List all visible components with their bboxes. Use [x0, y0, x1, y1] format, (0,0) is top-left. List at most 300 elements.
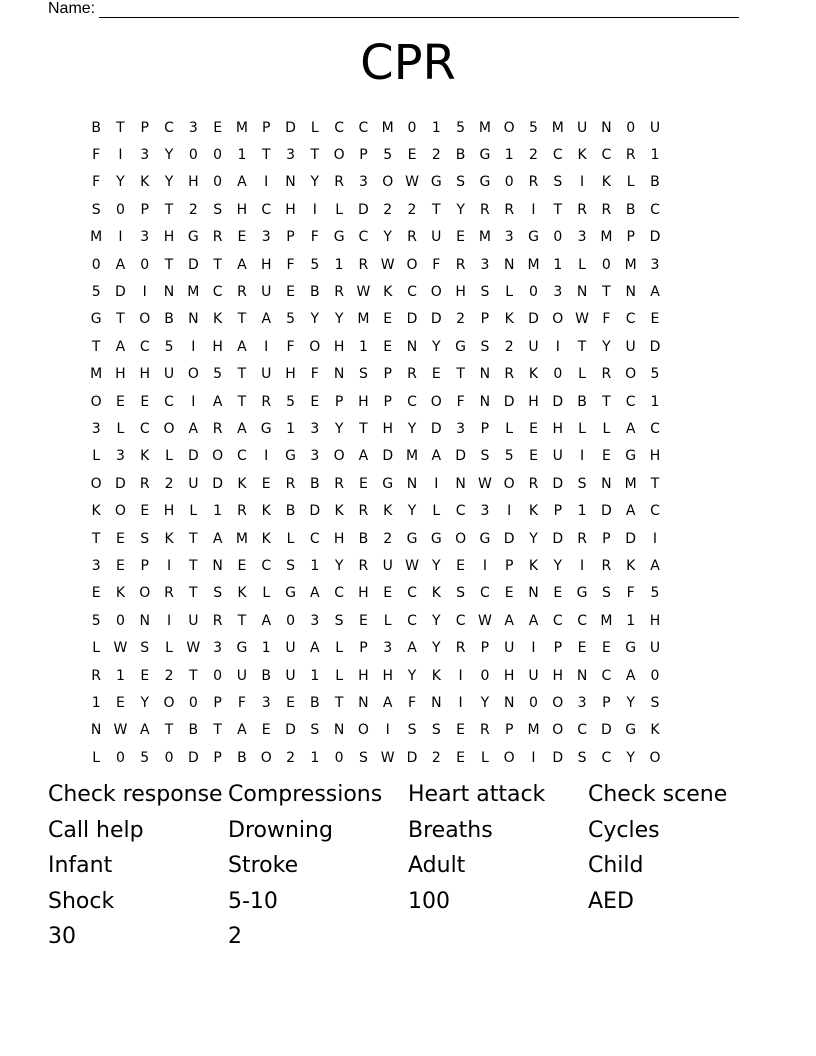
- grid-letter[interactable]: E: [504, 585, 514, 602]
- grid-letter[interactable]: E: [407, 147, 417, 164]
- grid-letter[interactable]: D: [115, 284, 126, 301]
- grid-letter[interactable]: K: [431, 667, 441, 684]
- grid-letter[interactable]: 0: [213, 147, 223, 164]
- grid-letter[interactable]: C: [261, 557, 272, 574]
- grid-letter[interactable]: 3: [310, 612, 320, 629]
- grid-letter[interactable]: R: [91, 667, 102, 684]
- grid-letter[interactable]: C: [650, 201, 660, 218]
- grid-letter[interactable]: I: [264, 338, 269, 355]
- grid-letter[interactable]: G: [625, 448, 637, 465]
- grid-letter[interactable]: E: [358, 612, 368, 629]
- grid-letter[interactable]: I: [555, 338, 560, 355]
- grid-letter[interactable]: M: [527, 256, 540, 273]
- grid-letter[interactable]: P: [140, 119, 149, 136]
- grid-letter[interactable]: E: [310, 393, 320, 410]
- grid-letter[interactable]: O: [90, 475, 102, 492]
- grid-letter[interactable]: S: [577, 749, 587, 766]
- grid-letter[interactable]: A: [310, 585, 320, 602]
- grid-letter[interactable]: G: [479, 147, 491, 164]
- grid-letter[interactable]: H: [333, 338, 345, 355]
- grid-letter[interactable]: T: [602, 284, 611, 301]
- grid-letter[interactable]: R: [358, 503, 369, 520]
- grid-letter[interactable]: T: [237, 366, 247, 383]
- grid-letter[interactable]: I: [482, 557, 487, 574]
- grid-letter[interactable]: U: [285, 667, 296, 684]
- grid-letter[interactable]: U: [649, 119, 661, 136]
- grid-letter[interactable]: D: [430, 420, 442, 437]
- grid-letter[interactable]: E: [261, 722, 271, 739]
- grid-letter[interactable]: 0: [553, 229, 563, 246]
- grid-letter[interactable]: G: [430, 530, 442, 547]
- grid-letter[interactable]: S: [480, 338, 490, 355]
- grid-letter[interactable]: C: [601, 749, 612, 766]
- grid-letter[interactable]: H: [285, 366, 296, 383]
- grid-letter[interactable]: E: [529, 420, 538, 437]
- grid-letter[interactable]: 2: [529, 147, 538, 164]
- grid-letter[interactable]: D: [285, 722, 296, 739]
- grid-letter[interactable]: G: [187, 229, 199, 246]
- grid-letter[interactable]: T: [602, 393, 611, 410]
- grid-letter[interactable]: U: [188, 612, 199, 629]
- grid-letter[interactable]: Y: [407, 503, 417, 520]
- grid-letter[interactable]: Y: [334, 311, 344, 328]
- grid-letter[interactable]: K: [261, 530, 271, 547]
- grid-letter[interactable]: 3: [577, 229, 587, 246]
- grid-letter[interactable]: A: [625, 503, 636, 520]
- grid-letter[interactable]: K: [334, 503, 344, 520]
- grid-letter[interactable]: E: [140, 393, 150, 410]
- grid-letter[interactable]: O: [552, 694, 564, 711]
- grid-letter[interactable]: 2: [383, 530, 393, 547]
- grid-letter[interactable]: O: [212, 448, 224, 465]
- name-write-line[interactable]: [99, 3, 739, 18]
- grid-letter[interactable]: E: [456, 557, 466, 574]
- grid-letter[interactable]: E: [650, 311, 660, 328]
- grid-letter[interactable]: A: [115, 256, 126, 273]
- grid-letter[interactable]: D: [212, 475, 224, 492]
- grid-letter[interactable]: C: [601, 667, 612, 684]
- grid-letter[interactable]: H: [188, 174, 199, 191]
- grid-letter[interactable]: 0: [213, 174, 223, 191]
- grid-letter[interactable]: I: [191, 393, 196, 410]
- grid-letter[interactable]: I: [118, 147, 123, 164]
- grid-letter[interactable]: C: [407, 284, 417, 301]
- grid-letter[interactable]: 3: [383, 640, 393, 657]
- grid-letter[interactable]: C: [407, 393, 417, 410]
- grid-letter[interactable]: I: [191, 338, 196, 355]
- grid-letter[interactable]: S: [480, 448, 490, 465]
- grid-letter[interactable]: 0: [407, 119, 417, 136]
- grid-letter[interactable]: E: [529, 448, 538, 465]
- grid-letter[interactable]: 3: [140, 229, 150, 246]
- grid-letter[interactable]: I: [531, 201, 536, 218]
- grid-letter[interactable]: B: [310, 475, 320, 492]
- grid-letter[interactable]: C: [455, 612, 466, 629]
- grid-letter[interactable]: L: [578, 366, 586, 383]
- grid-letter[interactable]: A: [212, 530, 223, 547]
- grid-letter[interactable]: E: [577, 640, 587, 657]
- grid-letter[interactable]: U: [236, 667, 248, 684]
- grid-letter[interactable]: C: [577, 722, 587, 739]
- grid-letter[interactable]: R: [455, 640, 466, 657]
- grid-letter[interactable]: I: [580, 174, 585, 191]
- grid-letter[interactable]: M: [357, 311, 370, 328]
- grid-letter[interactable]: F: [237, 694, 246, 711]
- grid-letter[interactable]: E: [140, 503, 150, 520]
- grid-letter[interactable]: L: [432, 503, 441, 520]
- grid-letter[interactable]: E: [358, 475, 368, 492]
- grid-letter[interactable]: S: [407, 722, 417, 739]
- grid-letter[interactable]: Y: [432, 612, 441, 629]
- grid-letter[interactable]: A: [237, 338, 247, 355]
- grid-letter[interactable]: 0: [213, 667, 223, 684]
- grid-letter[interactable]: A: [237, 174, 247, 191]
- grid-letter[interactable]: 2: [456, 311, 466, 328]
- grid-letter[interactable]: T: [553, 201, 563, 218]
- grid-letter[interactable]: A: [528, 612, 539, 629]
- grid-letter[interactable]: Y: [310, 311, 320, 328]
- grid-letter[interactable]: A: [431, 448, 442, 465]
- grid-letter[interactable]: R: [504, 366, 515, 383]
- grid-letter[interactable]: R: [237, 284, 247, 301]
- grid-letter[interactable]: U: [431, 229, 442, 246]
- grid-letter[interactable]: R: [601, 557, 612, 574]
- grid-letter[interactable]: G: [90, 311, 102, 328]
- grid-letter[interactable]: 1: [431, 119, 441, 136]
- grid-letter[interactable]: M: [235, 119, 248, 136]
- grid-letter[interactable]: K: [261, 503, 271, 520]
- grid-letter[interactable]: M: [478, 119, 491, 136]
- grid-letter[interactable]: C: [407, 612, 417, 629]
- grid-letter[interactable]: I: [531, 749, 536, 766]
- grid-letter[interactable]: Y: [626, 749, 635, 766]
- grid-letter[interactable]: D: [406, 311, 418, 328]
- grid-letter[interactable]: I: [531, 640, 536, 657]
- grid-letter[interactable]: N: [455, 475, 466, 492]
- grid-letter[interactable]: D: [600, 503, 612, 520]
- grid-letter[interactable]: E: [116, 557, 125, 574]
- grid-letter[interactable]: S: [480, 284, 490, 301]
- grid-letter[interactable]: U: [552, 448, 563, 465]
- grid-letter[interactable]: L: [310, 119, 319, 136]
- grid-letter[interactable]: H: [649, 448, 661, 465]
- grid-letter[interactable]: O: [625, 366, 637, 383]
- grid-letter[interactable]: I: [580, 448, 585, 465]
- grid-letter[interactable]: D: [406, 749, 418, 766]
- grid-letter[interactable]: L: [92, 640, 101, 657]
- grid-letter[interactable]: 3: [91, 420, 101, 437]
- grid-letter[interactable]: 5: [91, 284, 101, 301]
- grid-letter[interactable]: R: [455, 256, 466, 273]
- grid-letter[interactable]: E: [237, 229, 247, 246]
- grid-letter[interactable]: K: [431, 585, 441, 602]
- grid-letter[interactable]: N: [406, 338, 418, 355]
- grid-letter[interactable]: C: [139, 420, 150, 437]
- grid-letter[interactable]: K: [140, 174, 150, 191]
- grid-letter[interactable]: U: [163, 366, 175, 383]
- grid-letter[interactable]: T: [164, 722, 174, 739]
- grid-letter[interactable]: R: [334, 284, 344, 301]
- grid-letter[interactable]: I: [652, 530, 658, 547]
- grid-letter[interactable]: 1: [310, 667, 320, 684]
- grid-letter[interactable]: I: [118, 229, 123, 246]
- grid-letter[interactable]: W: [356, 284, 371, 301]
- grid-letter[interactable]: 5: [164, 338, 174, 355]
- grid-letter[interactable]: R: [212, 420, 223, 437]
- grid-letter[interactable]: 5: [140, 749, 150, 766]
- grid-letter[interactable]: K: [528, 557, 539, 574]
- grid-letter[interactable]: R: [212, 612, 223, 629]
- grid-letter[interactable]: T: [334, 694, 344, 711]
- grid-letter[interactable]: L: [116, 420, 125, 437]
- grid-letter[interactable]: A: [504, 612, 514, 629]
- grid-letter[interactable]: R: [164, 585, 174, 602]
- grid-letter[interactable]: B: [625, 201, 636, 218]
- grid-letter[interactable]: I: [312, 201, 317, 218]
- grid-letter[interactable]: 0: [601, 256, 611, 273]
- grid-letter[interactable]: Y: [553, 557, 563, 574]
- grid-letter[interactable]: M: [624, 256, 637, 273]
- grid-letter[interactable]: N: [285, 174, 296, 191]
- grid-letter[interactable]: O: [114, 503, 126, 520]
- grid-letter[interactable]: N: [406, 475, 418, 492]
- grid-letter[interactable]: R: [480, 201, 490, 218]
- grid-letter[interactable]: S: [553, 174, 563, 191]
- grid-letter[interactable]: S: [431, 722, 441, 739]
- grid-letter[interactable]: 2: [431, 147, 441, 164]
- grid-letter[interactable]: U: [649, 640, 661, 657]
- grid-letter[interactable]: S: [601, 585, 611, 602]
- grid-letter[interactable]: C: [164, 119, 174, 136]
- grid-letter[interactable]: U: [261, 366, 272, 383]
- grid-letter[interactable]: A: [237, 420, 247, 437]
- grid-letter[interactable]: S: [650, 694, 660, 711]
- grid-letter[interactable]: H: [455, 284, 466, 301]
- grid-letter[interactable]: O: [455, 530, 467, 547]
- grid-letter[interactable]: C: [334, 119, 344, 136]
- grid-letter[interactable]: U: [285, 640, 296, 657]
- grid-letter[interactable]: K: [237, 585, 247, 602]
- grid-letter[interactable]: 3: [650, 256, 660, 273]
- grid-letter[interactable]: C: [139, 338, 150, 355]
- grid-letter[interactable]: Y: [334, 557, 344, 574]
- grid-letter[interactable]: 1: [504, 147, 514, 164]
- grid-letter[interactable]: K: [577, 147, 587, 164]
- grid-letter[interactable]: O: [503, 475, 515, 492]
- grid-letter[interactable]: N: [431, 694, 442, 711]
- grid-letter[interactable]: U: [261, 284, 272, 301]
- grid-letter[interactable]: 2: [407, 201, 417, 218]
- grid-letter[interactable]: K: [213, 311, 223, 328]
- grid-letter[interactable]: 1: [334, 256, 344, 273]
- grid-letter[interactable]: D: [552, 475, 564, 492]
- grid-letter[interactable]: P: [504, 557, 514, 574]
- grid-letter[interactable]: R: [358, 557, 369, 574]
- grid-letter[interactable]: A: [261, 311, 272, 328]
- grid-letter[interactable]: D: [503, 393, 515, 410]
- grid-letter[interactable]: P: [626, 229, 635, 246]
- grid-letter[interactable]: 0: [553, 366, 563, 383]
- grid-letter[interactable]: K: [140, 448, 150, 465]
- grid-letter[interactable]: D: [430, 311, 442, 328]
- grid-letter[interactable]: U: [188, 475, 199, 492]
- grid-letter[interactable]: E: [601, 448, 611, 465]
- grid-letter[interactable]: Y: [432, 640, 441, 657]
- grid-letter[interactable]: P: [140, 557, 149, 574]
- grid-letter[interactable]: O: [406, 256, 418, 273]
- grid-letter[interactable]: G: [236, 640, 248, 657]
- grid-letter[interactable]: S: [358, 366, 368, 383]
- grid-letter[interactable]: T: [116, 119, 125, 136]
- grid-letter[interactable]: O: [139, 585, 151, 602]
- grid-letter[interactable]: G: [382, 475, 394, 492]
- grid-letter[interactable]: F: [407, 694, 417, 711]
- grid-letter[interactable]: O: [163, 694, 175, 711]
- grid-letter[interactable]: E: [213, 119, 223, 136]
- grid-letter[interactable]: R: [504, 201, 515, 218]
- grid-letter[interactable]: E: [553, 585, 563, 602]
- grid-letter[interactable]: 3: [310, 448, 320, 465]
- grid-letter[interactable]: R: [528, 174, 539, 191]
- grid-letter[interactable]: N: [139, 612, 150, 629]
- grid-letter[interactable]: E: [140, 667, 150, 684]
- grid-letter[interactable]: L: [335, 667, 344, 684]
- grid-letter[interactable]: T: [237, 612, 247, 629]
- grid-letter[interactable]: 2: [164, 475, 174, 492]
- grid-letter[interactable]: R: [212, 229, 223, 246]
- grid-letter[interactable]: 2: [286, 749, 295, 766]
- grid-letter[interactable]: A: [237, 722, 247, 739]
- grid-letter[interactable]: 1: [626, 612, 636, 629]
- grid-letter[interactable]: O: [187, 366, 199, 383]
- grid-letter[interactable]: D: [600, 722, 612, 739]
- grid-letter[interactable]: 0: [626, 119, 636, 136]
- grid-letter[interactable]: B: [455, 147, 466, 164]
- grid-letter[interactable]: 1: [91, 694, 101, 711]
- grid-letter[interactable]: E: [383, 585, 393, 602]
- grid-letter[interactable]: T: [213, 256, 222, 273]
- grid-letter[interactable]: E: [456, 229, 466, 246]
- grid-letter[interactable]: G: [576, 585, 588, 602]
- grid-letter[interactable]: B: [650, 174, 660, 191]
- grid-letter[interactable]: N: [503, 694, 515, 711]
- grid-letter[interactable]: P: [213, 749, 222, 766]
- grid-letter[interactable]: 5: [91, 612, 101, 629]
- grid-letter[interactable]: Y: [602, 338, 611, 355]
- grid-letter[interactable]: S: [213, 585, 223, 602]
- grid-letter[interactable]: L: [626, 174, 635, 191]
- grid-letter[interactable]: 1: [310, 557, 320, 574]
- grid-letter[interactable]: Y: [432, 338, 441, 355]
- grid-letter[interactable]: W: [477, 475, 492, 492]
- grid-letter[interactable]: G: [285, 448, 296, 465]
- grid-letter[interactable]: 0: [334, 749, 344, 766]
- grid-letter[interactable]: T: [189, 530, 198, 547]
- grid-letter[interactable]: R: [285, 475, 296, 492]
- grid-letter[interactable]: L: [578, 420, 586, 437]
- grid-letter[interactable]: P: [359, 640, 368, 657]
- grid-letter[interactable]: K: [91, 503, 101, 520]
- grid-letter[interactable]: P: [553, 640, 563, 657]
- grid-letter[interactable]: H: [382, 667, 393, 684]
- grid-letter[interactable]: 0: [286, 612, 295, 629]
- grid-letter[interactable]: T: [116, 311, 125, 328]
- grid-letter[interactable]: I: [507, 503, 512, 520]
- grid-letter[interactable]: P: [504, 722, 514, 739]
- grid-letter[interactable]: R: [334, 475, 344, 492]
- grid-letter[interactable]: G: [406, 530, 418, 547]
- grid-letter[interactable]: D: [187, 448, 199, 465]
- grid-letter[interactable]: B: [237, 749, 247, 766]
- grid-letter[interactable]: I: [264, 174, 269, 191]
- grid-letter[interactable]: D: [115, 475, 126, 492]
- grid-letter[interactable]: K: [115, 585, 126, 602]
- grid-letter[interactable]: 5: [383, 147, 393, 164]
- grid-letter[interactable]: 0: [91, 256, 101, 273]
- grid-letter[interactable]: T: [189, 667, 198, 684]
- grid-letter[interactable]: O: [333, 147, 345, 164]
- grid-letter[interactable]: M: [187, 284, 200, 301]
- grid-letter[interactable]: 3: [115, 448, 125, 465]
- grid-letter[interactable]: R: [480, 722, 490, 739]
- grid-letter[interactable]: 0: [140, 256, 150, 273]
- grid-letter[interactable]: T: [237, 311, 247, 328]
- grid-letter[interactable]: P: [359, 147, 368, 164]
- grid-letter[interactable]: H: [649, 612, 661, 629]
- grid-letter[interactable]: C: [455, 503, 466, 520]
- grid-letter[interactable]: Y: [334, 420, 344, 437]
- grid-letter[interactable]: M: [600, 229, 613, 246]
- grid-letter[interactable]: N: [479, 366, 491, 383]
- grid-letter[interactable]: S: [286, 557, 295, 574]
- grid-letter[interactable]: D: [625, 530, 637, 547]
- grid-letter[interactable]: I: [580, 557, 585, 574]
- grid-letter[interactable]: N: [601, 119, 612, 136]
- grid-letter[interactable]: S: [358, 749, 368, 766]
- grid-letter[interactable]: Y: [116, 174, 125, 191]
- grid-letter[interactable]: 2: [188, 201, 198, 218]
- grid-letter[interactable]: O: [503, 749, 515, 766]
- grid-letter[interactable]: 0: [115, 612, 125, 629]
- grid-letter[interactable]: A: [115, 338, 126, 355]
- grid-letter[interactable]: B: [261, 667, 272, 684]
- grid-letter[interactable]: D: [187, 256, 199, 273]
- grid-letter[interactable]: A: [212, 393, 223, 410]
- grid-letter[interactable]: L: [92, 448, 101, 465]
- grid-letter[interactable]: L: [335, 201, 344, 218]
- grid-letter[interactable]: H: [163, 229, 175, 246]
- grid-letter[interactable]: 0: [650, 667, 660, 684]
- grid-letter[interactable]: P: [383, 366, 392, 383]
- grid-letter[interactable]: P: [480, 420, 490, 437]
- grid-letter[interactable]: G: [430, 174, 442, 191]
- grid-letter[interactable]: I: [458, 667, 463, 684]
- grid-letter[interactable]: D: [528, 311, 539, 328]
- grid-letter[interactable]: D: [187, 749, 199, 766]
- grid-letter[interactable]: C: [261, 201, 272, 218]
- grid-letter[interactable]: 1: [237, 147, 247, 164]
- grid-letter[interactable]: E: [116, 694, 125, 711]
- grid-letter[interactable]: W: [405, 174, 419, 191]
- grid-letter[interactable]: 1: [577, 503, 587, 520]
- grid-letter[interactable]: Y: [140, 694, 150, 711]
- grid-letter[interactable]: H: [358, 667, 369, 684]
- grid-letter[interactable]: 0: [529, 284, 538, 301]
- grid-letter[interactable]: R: [358, 256, 369, 273]
- grid-letter[interactable]: S: [213, 201, 223, 218]
- grid-letter[interactable]: O: [163, 420, 175, 437]
- grid-letter[interactable]: Y: [529, 530, 538, 547]
